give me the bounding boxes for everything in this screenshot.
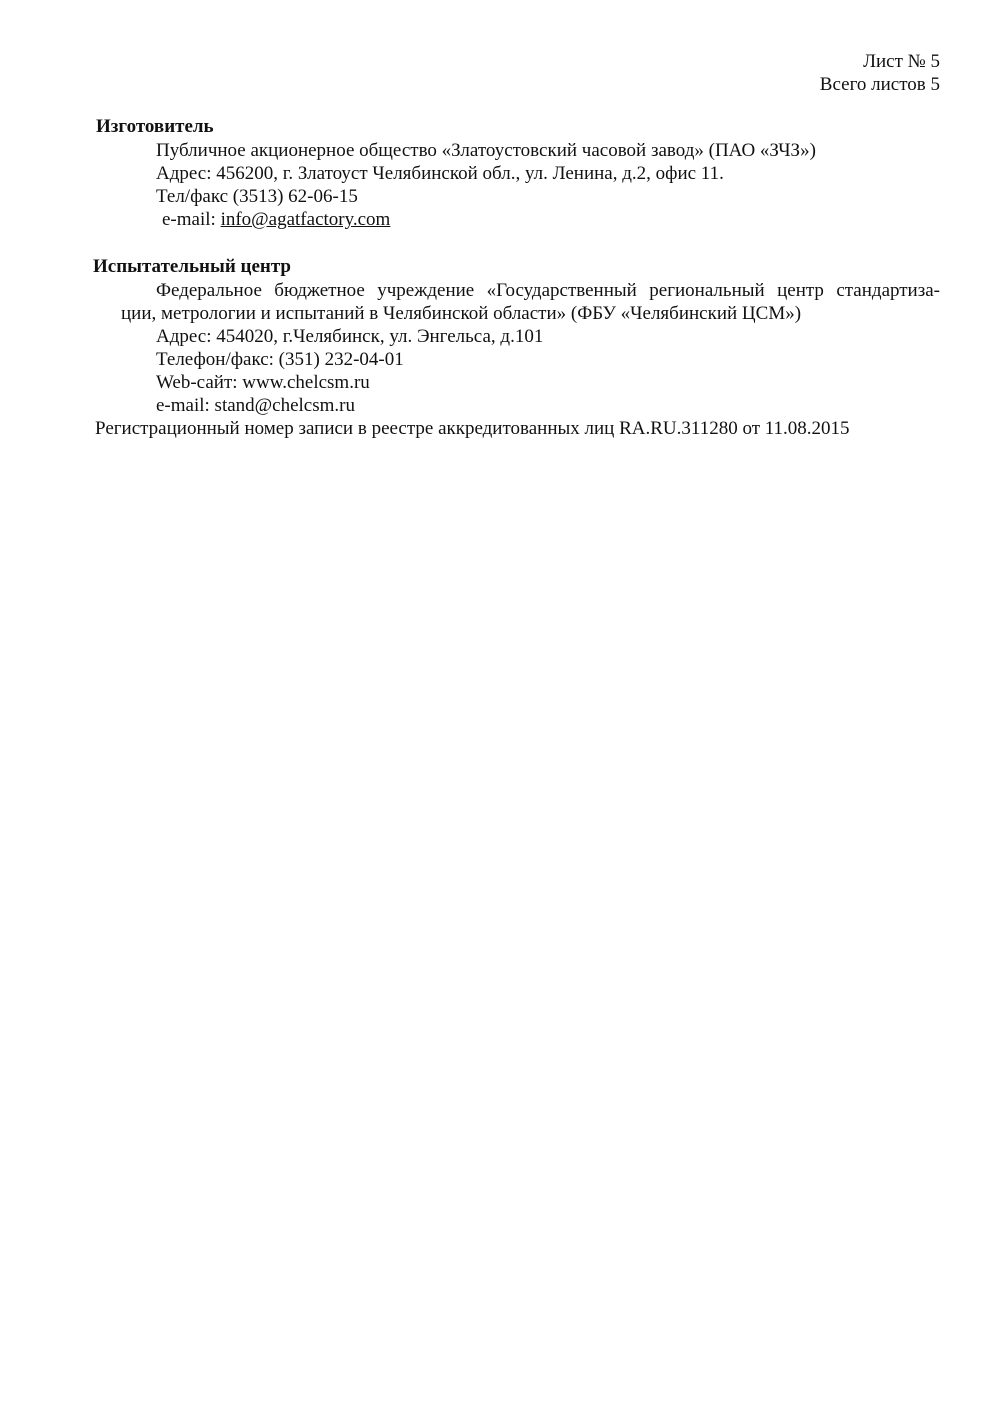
registration-record: Регистрационный номер записи в реестре аккредитованных лиц RA.RU.311280 от 11.08.2015	[95, 418, 850, 439]
manufacturer-address: Адрес: 456200, г. Златоуст Челябинской обл., ул. Ленина, д.2, офис 11.	[156, 163, 724, 184]
manufacturer-email-link[interactable]: info@agatfactory.com	[220, 209, 391, 230]
test-center-heading: Испытательный центр	[93, 256, 291, 277]
sheet-total: Всего листов 5	[819, 74, 940, 95]
test-center-section	[0, 255, 1000, 440]
manufacturer-section	[0, 115, 1000, 231]
manufacturer-email-line	[0, 208, 1000, 231]
test-center-phone: Телефон/факс: (351) 232-04-01	[156, 349, 404, 370]
manufacturer-email-label: e-mail:	[162, 209, 221, 230]
test-center-email: e-mail: stand@chelcsm.ru	[156, 395, 355, 416]
test-center-name-line1: Федеральное бюджетное учреждение «Государственный региональный центр стандартиза-	[156, 280, 940, 301]
sheet-number: Лист № 5	[863, 51, 940, 72]
test-center-website: Web-сайт: www.chelcsm.ru	[156, 372, 370, 393]
test-center-address: Адрес: 454020, г.Челябинск, ул. Энгельса, д.101	[156, 326, 544, 347]
sheet-info	[820, 50, 940, 96]
manufacturer-heading: Изготовитель	[96, 116, 214, 137]
manufacturer-phone: Тел/факс (3513) 62-06-15	[156, 186, 358, 207]
manufacturer-name: Публичное акционерное общество «Златоустовский часовой завод» (ПАО «ЗЧЗ»)	[156, 140, 816, 161]
test-center-name-line2: ции, метрологии и испытаний в Челябинской области» (ФБУ «Челябинский ЦСМ»)	[121, 303, 802, 324]
